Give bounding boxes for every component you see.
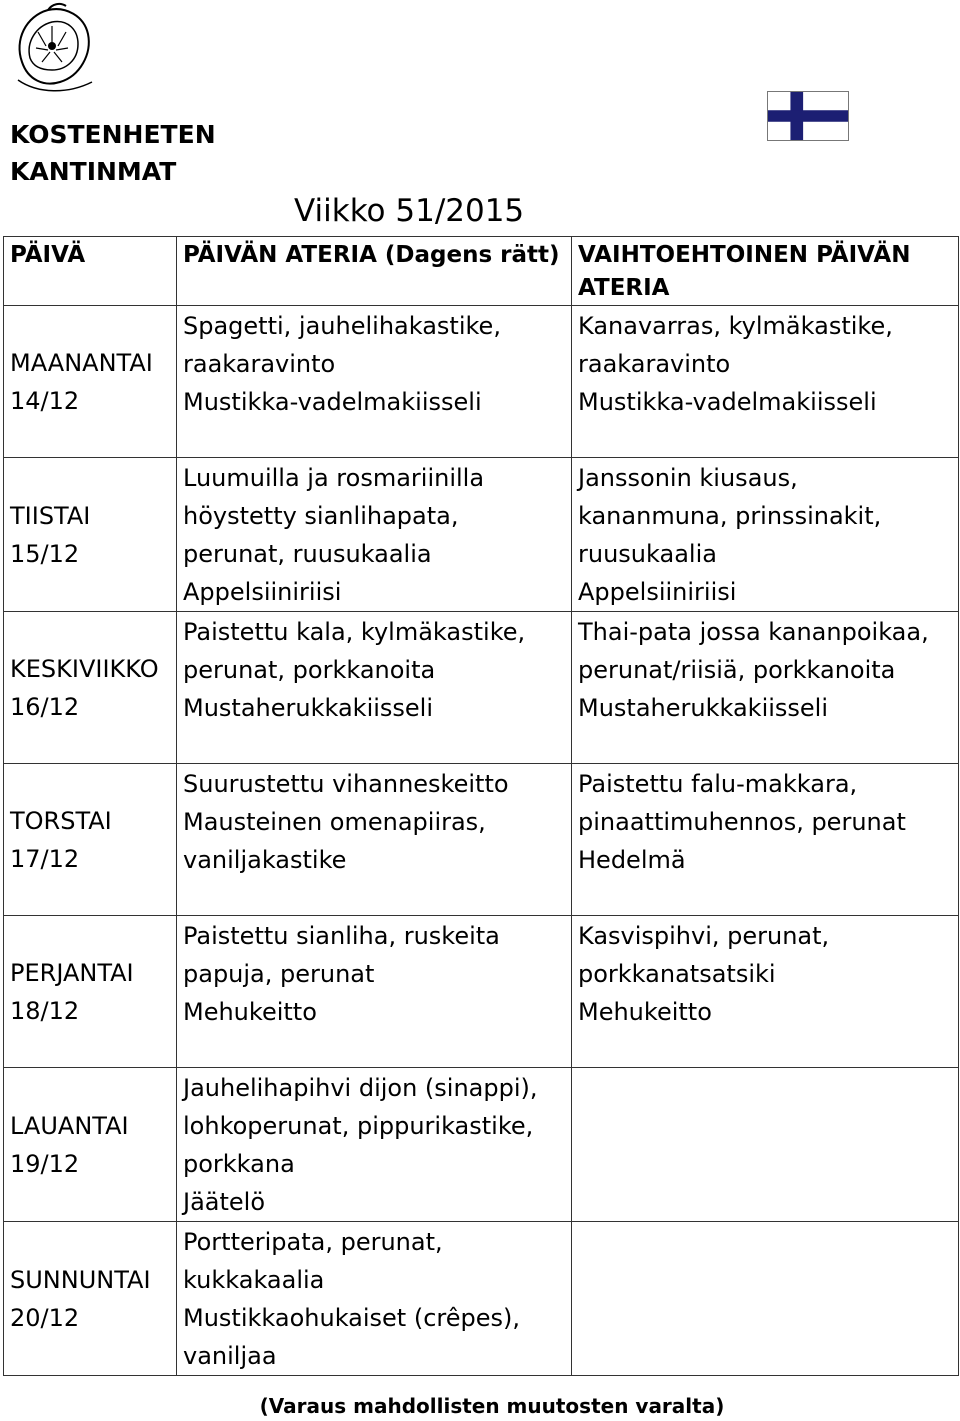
day-cell [4,1068,177,1222]
day-name: LAUANTAI [10,1112,129,1140]
organization-title [10,116,216,190]
menu-table [3,236,959,1376]
day-name: TORSTAI [10,807,112,835]
day-name: PERJANTAI [10,959,134,987]
main-dish-cell: Jauhelihapihvi dijon (sinappi), lohkoperunat, pippurikastike, porkkana Jäätelö [177,1068,572,1222]
main-dish-cell: Suurustettu vihanneskeitto Mausteinen omenapiiras, vaniljakastike [177,764,572,916]
main-dish-cell: Luumuilla ja rosmariinilla höystetty sianlihapata, perunat, ruusukaalia Appelsiiniriisi [177,458,572,612]
day-date: 14/12 [10,387,80,415]
footer-note: (Varaus mahdollisten muutosten varalta) [259,1394,725,1418]
organization-title-line2: KANTINMAT [10,157,177,186]
table-row [4,916,959,1068]
day-name: KESKIVIIKKO [10,655,159,683]
week-title: Viikko 51/2015 [294,193,525,229]
table-row [4,458,959,612]
day-cell [4,764,177,916]
day-date: 19/12 [10,1150,80,1178]
day-name: TIISTAI [10,502,91,530]
day-name: MAANANTAI [10,349,153,377]
column-header-alt: VAIHTOEHTOINEN PÄIVÄN ATERIA [572,237,959,306]
table-row [4,1222,959,1376]
table-row [4,612,959,764]
day-date: 15/12 [10,540,80,568]
organization-title-line1: KOSTENHETEN [10,120,216,149]
alt-dish-cell [572,1222,959,1376]
column-header-main: PÄIVÄN ATERIA (Dagens rätt) [177,237,572,306]
day-name: SUNNUNTAI [10,1266,151,1294]
day-cell [4,306,177,458]
table-row [4,1068,959,1222]
header-row [4,237,959,306]
day-cell [4,916,177,1068]
alt-dish-cell: Paistettu falu-makkara, pinaattimuhennos, perunat Hedelmä [572,764,959,916]
day-date: 20/12 [10,1304,80,1332]
finnish-flag-icon [767,91,849,141]
day-date: 18/12 [10,997,80,1025]
alt-dish-cell: Kasvispihvi, perunat, porkkanatsatsiki Mehukeitto [572,916,959,1068]
alt-dish-cell [572,1068,959,1222]
day-cell [4,458,177,612]
column-header-day: PÄIVÄ [4,237,177,306]
day-date: 17/12 [10,845,80,873]
main-dish-cell: Spagetti, jauhelihakastike, raakaravinto Mustikka-vadelmakiisseli [177,306,572,458]
main-dish-cell: Paistettu sianliha, ruskeita papuja, perunat Mehukeitto [177,916,572,1068]
table-row [4,764,959,916]
main-dish-cell: Paistettu kala, kylmäkastike, perunat, porkkanoita Mustaherukkakiisseli [177,612,572,764]
alt-dish-cell: Kanavarras, kylmäkastike, raakaravinto Mustikka-vadelmakiisseli [572,306,959,458]
day-cell [4,612,177,764]
alt-dish-cell: Thai-pata jossa kananpoikaa, perunat/riisiä, porkkanoita Mustaherukkakiisseli [572,612,959,764]
day-cell [4,1222,177,1376]
alt-dish-cell: Janssonin kiusaus, kananmuna, prinssinakit, ruusukaalia Appelsiiniriisi [572,458,959,612]
day-date: 16/12 [10,693,80,721]
table-row [4,306,959,458]
fruit-logo-icon [8,2,96,98]
main-dish-cell: Portteripata, perunat, kukkakaalia Mustikkaohukaiset (crêpes), vaniljaa [177,1222,572,1376]
